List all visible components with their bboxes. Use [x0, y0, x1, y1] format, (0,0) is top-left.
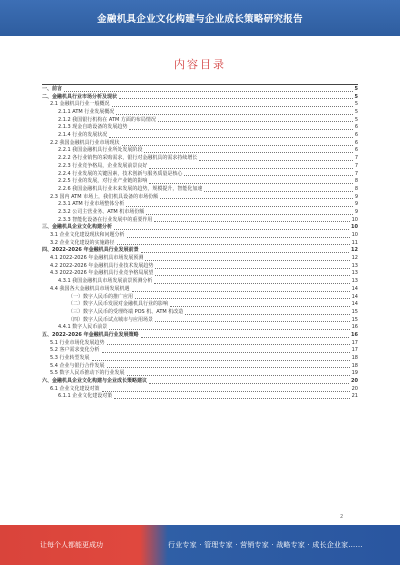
- toc-entry[interactable]: [42, 278, 358, 286]
- toc-entry[interactable]: [42, 86, 358, 94]
- toc-entry-page: 6: [354, 139, 358, 146]
- toc-leader-dots: [102, 352, 350, 353]
- toc-entry-title: 2.3.2 公司主营业务、ATM 机市场份额: [58, 208, 145, 215]
- toc-entry-title: 2.3.3 智能化设备在行业发展中的重要作用: [58, 216, 153, 223]
- toc-entry-title: 五、2022-2026 年金融机具行业发展策略: [42, 331, 139, 338]
- toc-entry-page: 19: [351, 370, 358, 377]
- toc-leader-dots: [135, 298, 350, 299]
- toc-entry-page: 17: [351, 339, 358, 346]
- toc-entry[interactable]: [42, 155, 358, 163]
- toc-entry-title: （二）数字人民币发展对金融机具行业的影响: [68, 301, 169, 308]
- toc-leader-dots: [127, 237, 350, 238]
- toc-entry-page: 21: [351, 393, 358, 400]
- toc-leader-dots: [155, 268, 349, 269]
- toc-entry-title: 六、金融机具企业文化构建与企业成长策略建议: [42, 378, 148, 385]
- toc-entry-title: 一、前言: [42, 85, 63, 92]
- toc-leader-dots: [160, 198, 353, 199]
- toc-leader-dots: [122, 145, 353, 146]
- toc-entry-page: 20: [351, 385, 358, 392]
- toc-leader-dots: [149, 183, 352, 184]
- toc-entry-page: 13: [351, 262, 358, 269]
- toc-entry-title: 5.1 行业市场化发展趋势: [50, 339, 105, 346]
- toc-leader-dots: [109, 329, 349, 330]
- toc-entry-title: （一）数字人民币的推广应用: [68, 293, 134, 300]
- toc-entry-title: 2.3.1 ATM 行业市场整体分析: [58, 201, 125, 208]
- toc-leader-dots: [155, 275, 349, 276]
- toc-entry-title: （三）数字人民币的受理终端 POS 机、ATM 机改造: [68, 308, 184, 315]
- toc-entry-title: 2.2.1 我国金融机具行业所处发展阶段: [58, 147, 143, 154]
- toc-entry-page: 5: [354, 85, 358, 92]
- toc-entry-page: 5: [354, 109, 358, 116]
- toc-entry[interactable]: [42, 209, 358, 217]
- footer-banner: [0, 525, 400, 565]
- toc-entry[interactable]: [42, 109, 358, 117]
- toc-entry-page: 14: [351, 285, 358, 292]
- toc-leader-dots: [102, 391, 350, 392]
- toc-entry-title: 2.1 金融机具行业一般概况: [50, 101, 110, 108]
- toc-leader-dots: [112, 106, 353, 107]
- toc-entry[interactable]: [42, 255, 358, 263]
- toc-entry-title: 3.2 企业文化建设的实施路径: [50, 239, 115, 246]
- toc-entry-page: 13: [351, 270, 358, 277]
- toc-entry-title: 2.2 我国金融机具行业市场现状: [50, 139, 120, 146]
- toc-leader-dots: [149, 383, 349, 384]
- toc-entry[interactable]: [42, 201, 358, 209]
- toc-leader-dots: [127, 375, 350, 376]
- toc-entry-page: 18: [351, 362, 358, 369]
- toc-entry-title: 2.2.3 行业竞争格局，企业发展前景良好: [58, 162, 148, 169]
- toc-entry-page: 6: [354, 147, 358, 154]
- toc-leader-dots: [114, 398, 349, 399]
- toc-entry-page: 13: [351, 278, 358, 285]
- report-title: 金融机具企业文化构建与企业成长策略研究报告: [97, 14, 303, 25]
- toc-entry-page: 20: [351, 378, 358, 385]
- toc-entry-title: 4.4.1 数字人民币前景: [58, 324, 108, 331]
- page-number: 2: [340, 514, 344, 520]
- toc-entry-title: 3.1 企业文化建设现状和问题分析: [50, 232, 125, 239]
- toc-leader-dots: [119, 98, 353, 99]
- toc-entry[interactable]: [42, 132, 358, 140]
- toc-entry-title: 2.1.3 现金自助设备的发展趋势: [58, 124, 128, 131]
- toc-entry-title: 2.1.2 我国银行机构在 ATM 方面的布局情况: [58, 116, 156, 123]
- toc-leader-dots: [114, 229, 349, 230]
- toc-entry-page: 14: [351, 301, 358, 308]
- toc-leader-dots: [116, 114, 353, 115]
- toc-entry-title: 三、金融机具企业文化构建分析: [42, 224, 113, 231]
- toc-entry[interactable]: [42, 247, 358, 255]
- toc-entry-page: 10: [351, 224, 358, 231]
- toc-entry-title: 2.2.2 各行业销售的采购需求，银行对金融机具的需求持续增长: [58, 155, 198, 162]
- toc-entry-page: 12: [351, 255, 358, 262]
- toc-entry[interactable]: [42, 332, 358, 340]
- toc-entry[interactable]: [42, 324, 358, 332]
- toc-entry-title: （四）数字人民币试点城市与应用场景: [68, 316, 154, 323]
- table-of-contents: [42, 86, 358, 401]
- toc-leader-dots: [117, 244, 350, 245]
- toc-entry-title: 5.3 行业转型发展: [50, 355, 90, 362]
- toc-entry-title: 6.1.1 企业文化建设对策: [58, 393, 113, 400]
- toc-entry-title: 5.5 数字人民币推动下的行业发展: [50, 370, 125, 377]
- toc-entry[interactable]: [42, 355, 358, 363]
- toc-entry-page: 11: [351, 239, 358, 246]
- toc-entry-title: 4.3.1 我国金融机具市场发展前景预测分析: [58, 278, 153, 285]
- toc-leader-dots: [107, 344, 350, 345]
- toc-entry[interactable]: [42, 186, 358, 194]
- toc-entry-title: 四、2022-2026 年金融机具行业发展前景: [42, 247, 139, 254]
- toc-entry-page: 6: [354, 132, 358, 139]
- toc-entry-page: 16: [351, 331, 358, 338]
- toc-entry-title: 2.3 国内 ATM 市场上，我们机具设备的市场份额: [50, 193, 159, 200]
- toc-leader-dots: [154, 221, 349, 222]
- toc-entry-page: 5: [354, 116, 358, 123]
- toc-entry-title: 2.2.4 行业发展的关键因素，技术创新与服务质量是核心: [58, 170, 183, 177]
- toc-entry-page: 9: [354, 201, 358, 208]
- toc-entry[interactable]: [42, 101, 358, 109]
- toc-leader-dots: [154, 283, 349, 284]
- toc-entry-page: 5: [354, 101, 358, 108]
- toc-entry-title: 4.4 我国各大金融机具市场发展机遇: [50, 285, 130, 292]
- toc-leader-dots: [184, 175, 352, 176]
- toc-entry[interactable]: [42, 309, 358, 317]
- footer-tagline: 行业专家 · 管理专家 · 营销专家 · 战略专家 · 成长企业家……: [168, 541, 363, 549]
- toc-leader-dots: [107, 367, 350, 368]
- toc-entry-page: 7: [354, 155, 358, 162]
- toc-entry-page: 8: [354, 178, 358, 185]
- toc-entry-title: 2.2.6 我国金融机具行业未来发展的趋势，规模提升，智能化加速: [58, 185, 203, 192]
- toc-entry[interactable]: [42, 163, 358, 171]
- toc-leader-dots: [185, 314, 349, 315]
- toc-leader-dots: [149, 168, 352, 169]
- toc-entry-page: 8: [354, 185, 358, 192]
- toc-entry-page: 7: [354, 170, 358, 177]
- toc-entry-title: 二、金融机具行业市场分析及现状: [42, 93, 118, 100]
- toc-entry-page: 9: [354, 193, 358, 200]
- toc-entry[interactable]: [42, 178, 358, 186]
- toc-entry-page: 15: [351, 308, 358, 315]
- toc-entry-title: 2.1.4 行业的发展状况: [58, 132, 108, 139]
- toc-leader-dots: [170, 306, 350, 307]
- toc-entry-title: 2.1.1 ATM 行业发展概况: [58, 109, 115, 116]
- toc-leader-dots: [109, 137, 353, 138]
- toc-leader-dots: [141, 337, 349, 338]
- footer-slogan: 让每个人都能更成功: [40, 541, 103, 549]
- toc-entry[interactable]: [42, 286, 358, 294]
- toc-entry[interactable]: [42, 370, 358, 378]
- toc-entry-page: 15: [351, 316, 358, 323]
- toc-entry-page: 17: [351, 347, 358, 354]
- toc-entry[interactable]: [42, 224, 358, 232]
- toc-leader-dots: [92, 360, 350, 361]
- toc-entry-page: 9: [354, 208, 358, 215]
- page-title: 内容目录: [174, 58, 226, 71]
- toc-leader-dots: [158, 121, 353, 122]
- toc-entry-title: 5.4 企业与银行合作发展: [50, 362, 105, 369]
- toc-entry-title: 6.1 企业文化建设对策: [50, 385, 100, 392]
- toc-entry[interactable]: [42, 347, 358, 355]
- toc-entry[interactable]: [42, 124, 358, 132]
- toc-entry-title: 4.2 2022-2026 年金融机具行业技术发展趋势: [50, 262, 154, 269]
- toc-entry[interactable]: [42, 394, 358, 402]
- toc-entry-title: 4.3 2022-2026 年金融机具行业竞争格局展望: [50, 270, 154, 277]
- title-divider: [42, 84, 358, 85]
- toc-leader-dots: [129, 129, 352, 130]
- toc-leader-dots: [132, 291, 350, 292]
- toc-entry[interactable]: [42, 378, 358, 386]
- toc-leader-dots: [126, 206, 353, 207]
- toc-leader-dots: [141, 252, 349, 253]
- toc-entry-page: 6: [354, 124, 358, 131]
- toc-entry[interactable]: [42, 232, 358, 240]
- toc-entry-page: 10: [351, 232, 358, 239]
- report-header: [0, 0, 400, 36]
- toc-leader-dots: [199, 160, 352, 161]
- toc-entry-page: 16: [351, 324, 358, 331]
- toc-entry-page: 18: [351, 355, 358, 362]
- toc-leader-dots: [146, 214, 353, 215]
- toc-entry-page: 14: [351, 293, 358, 300]
- toc-entry-title: 2.2.5 行业的发展，对行业产业链的影响: [58, 178, 148, 185]
- toc-leader-dots: [144, 152, 352, 153]
- toc-leader-dots: [155, 321, 350, 322]
- toc-leader-dots: [204, 191, 352, 192]
- toc-entry-title: 5.2 客户需求变化分析: [50, 347, 100, 354]
- toc-entry[interactable]: [42, 301, 358, 309]
- toc-entry-page: 12: [351, 247, 358, 254]
- toc-leader-dots: [145, 260, 349, 261]
- toc-entry-page: 7: [354, 162, 358, 169]
- toc-entry-title: 4.1 2022-2026 年金融机具市场发展预测: [50, 255, 144, 262]
- toc-entry-page: 5: [354, 93, 358, 100]
- toc-entry-page: 10: [351, 216, 358, 223]
- toc-leader-dots: [64, 91, 353, 92]
